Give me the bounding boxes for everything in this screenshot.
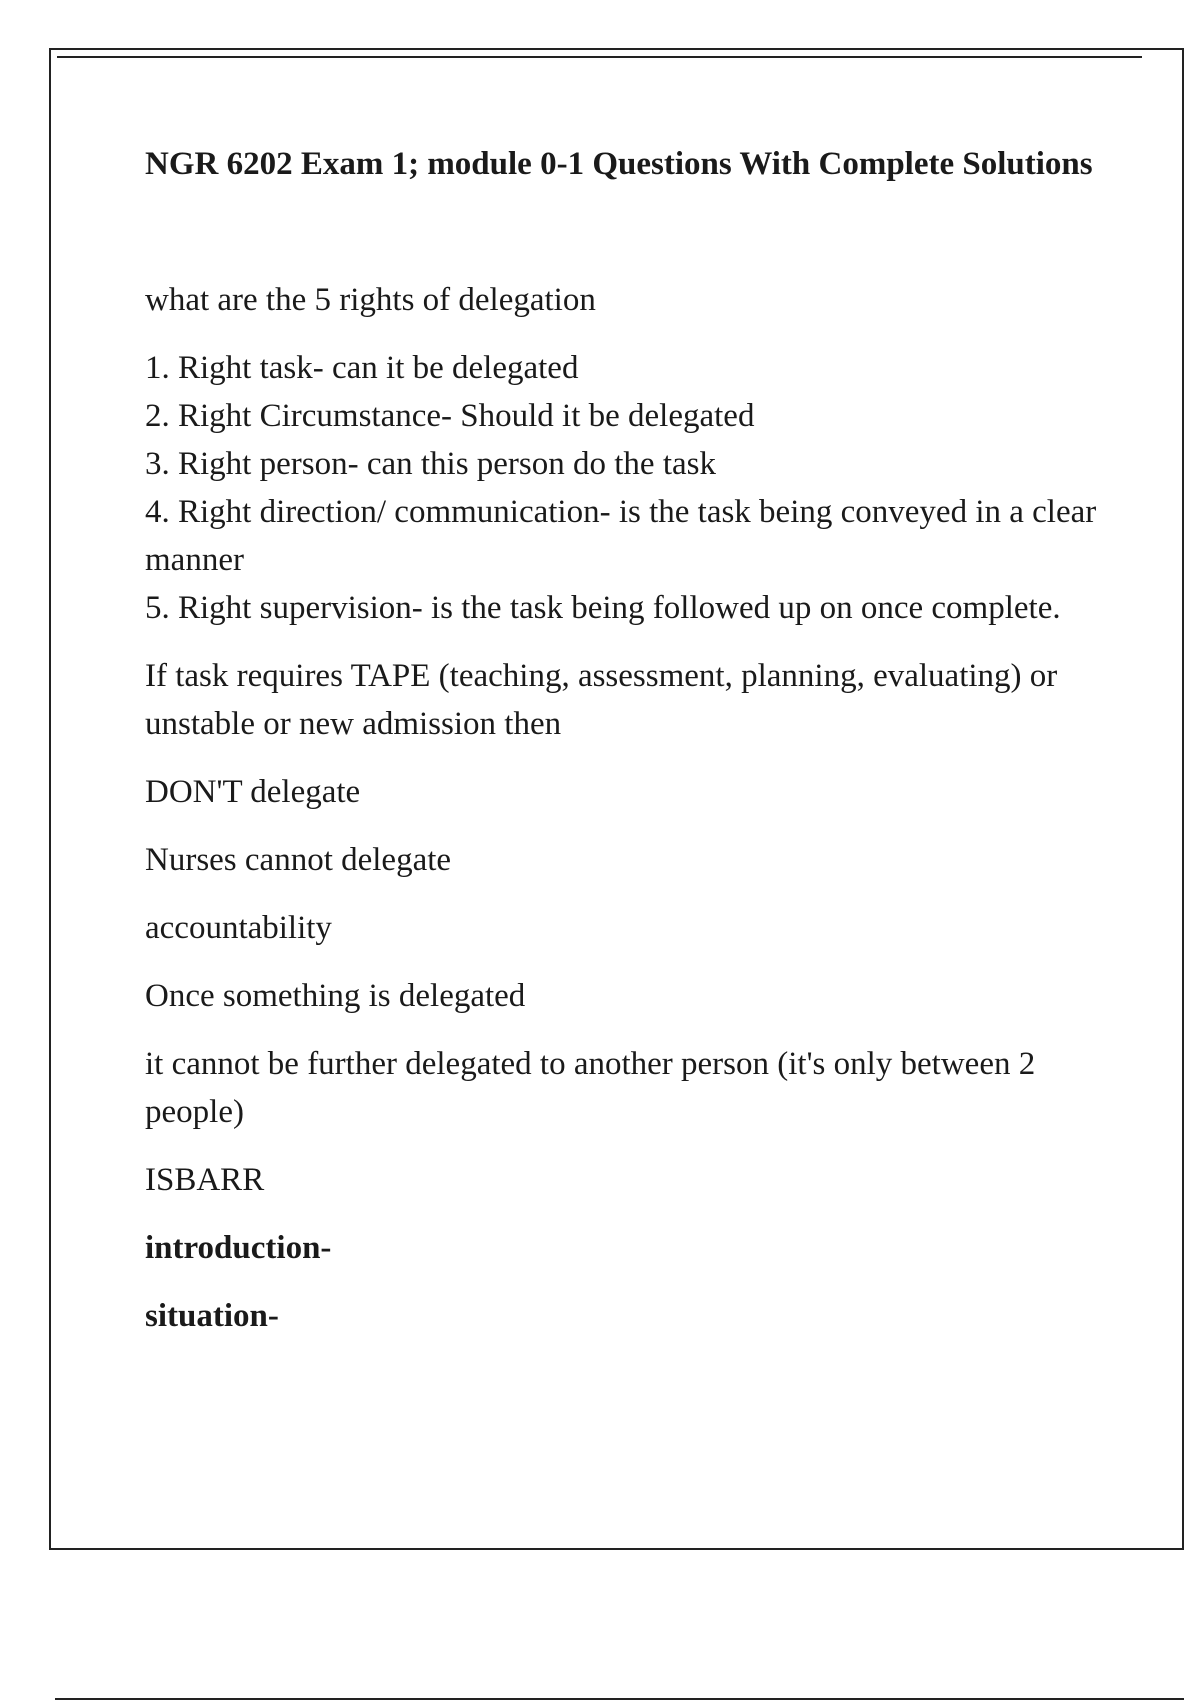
answer-introduction: introduction- [145, 1230, 332, 1266]
answer-no-further-delegation: it cannot be further delegated to another person (it's only between 2 people) [145, 1046, 1036, 1130]
question-nurses-cannot-delegate: Nurses cannot delegate [145, 842, 452, 878]
document-title: NGR 6202 Exam 1; module 0-1 Questions With Complete Solutions [145, 146, 1093, 182]
list-item: 2. Right Circumstance- Should it be delegated [145, 398, 755, 434]
list-item: 3. Right person- can this person do the task [145, 446, 716, 482]
question-rights-of-delegation: what are the 5 rights of delegation [145, 282, 596, 318]
document-content [145, 140, 1105, 1340]
list-item: 5. Right supervision- is the task being followed up on once complete. [145, 590, 1061, 626]
question-once-delegated: Once something is delegated [145, 978, 526, 1014]
list-item: 1. Right task- can it be delegated [145, 350, 579, 386]
question-isbarr: ISBARR [145, 1162, 265, 1198]
list-item: 4. Right direction/ communication- is the task being conveyed in a clear manner [145, 494, 1097, 578]
answer-accountability: accountability [145, 910, 332, 946]
answer-rights-list [145, 344, 1105, 632]
top-rule [57, 56, 1142, 58]
answer-dont-delegate: DON'T delegate [145, 774, 361, 810]
answer-situation: situation- [145, 1298, 279, 1334]
question-tape: If task requires TAPE (teaching, assessment, planning, evaluating) or unstable or new admission then [145, 658, 1058, 742]
